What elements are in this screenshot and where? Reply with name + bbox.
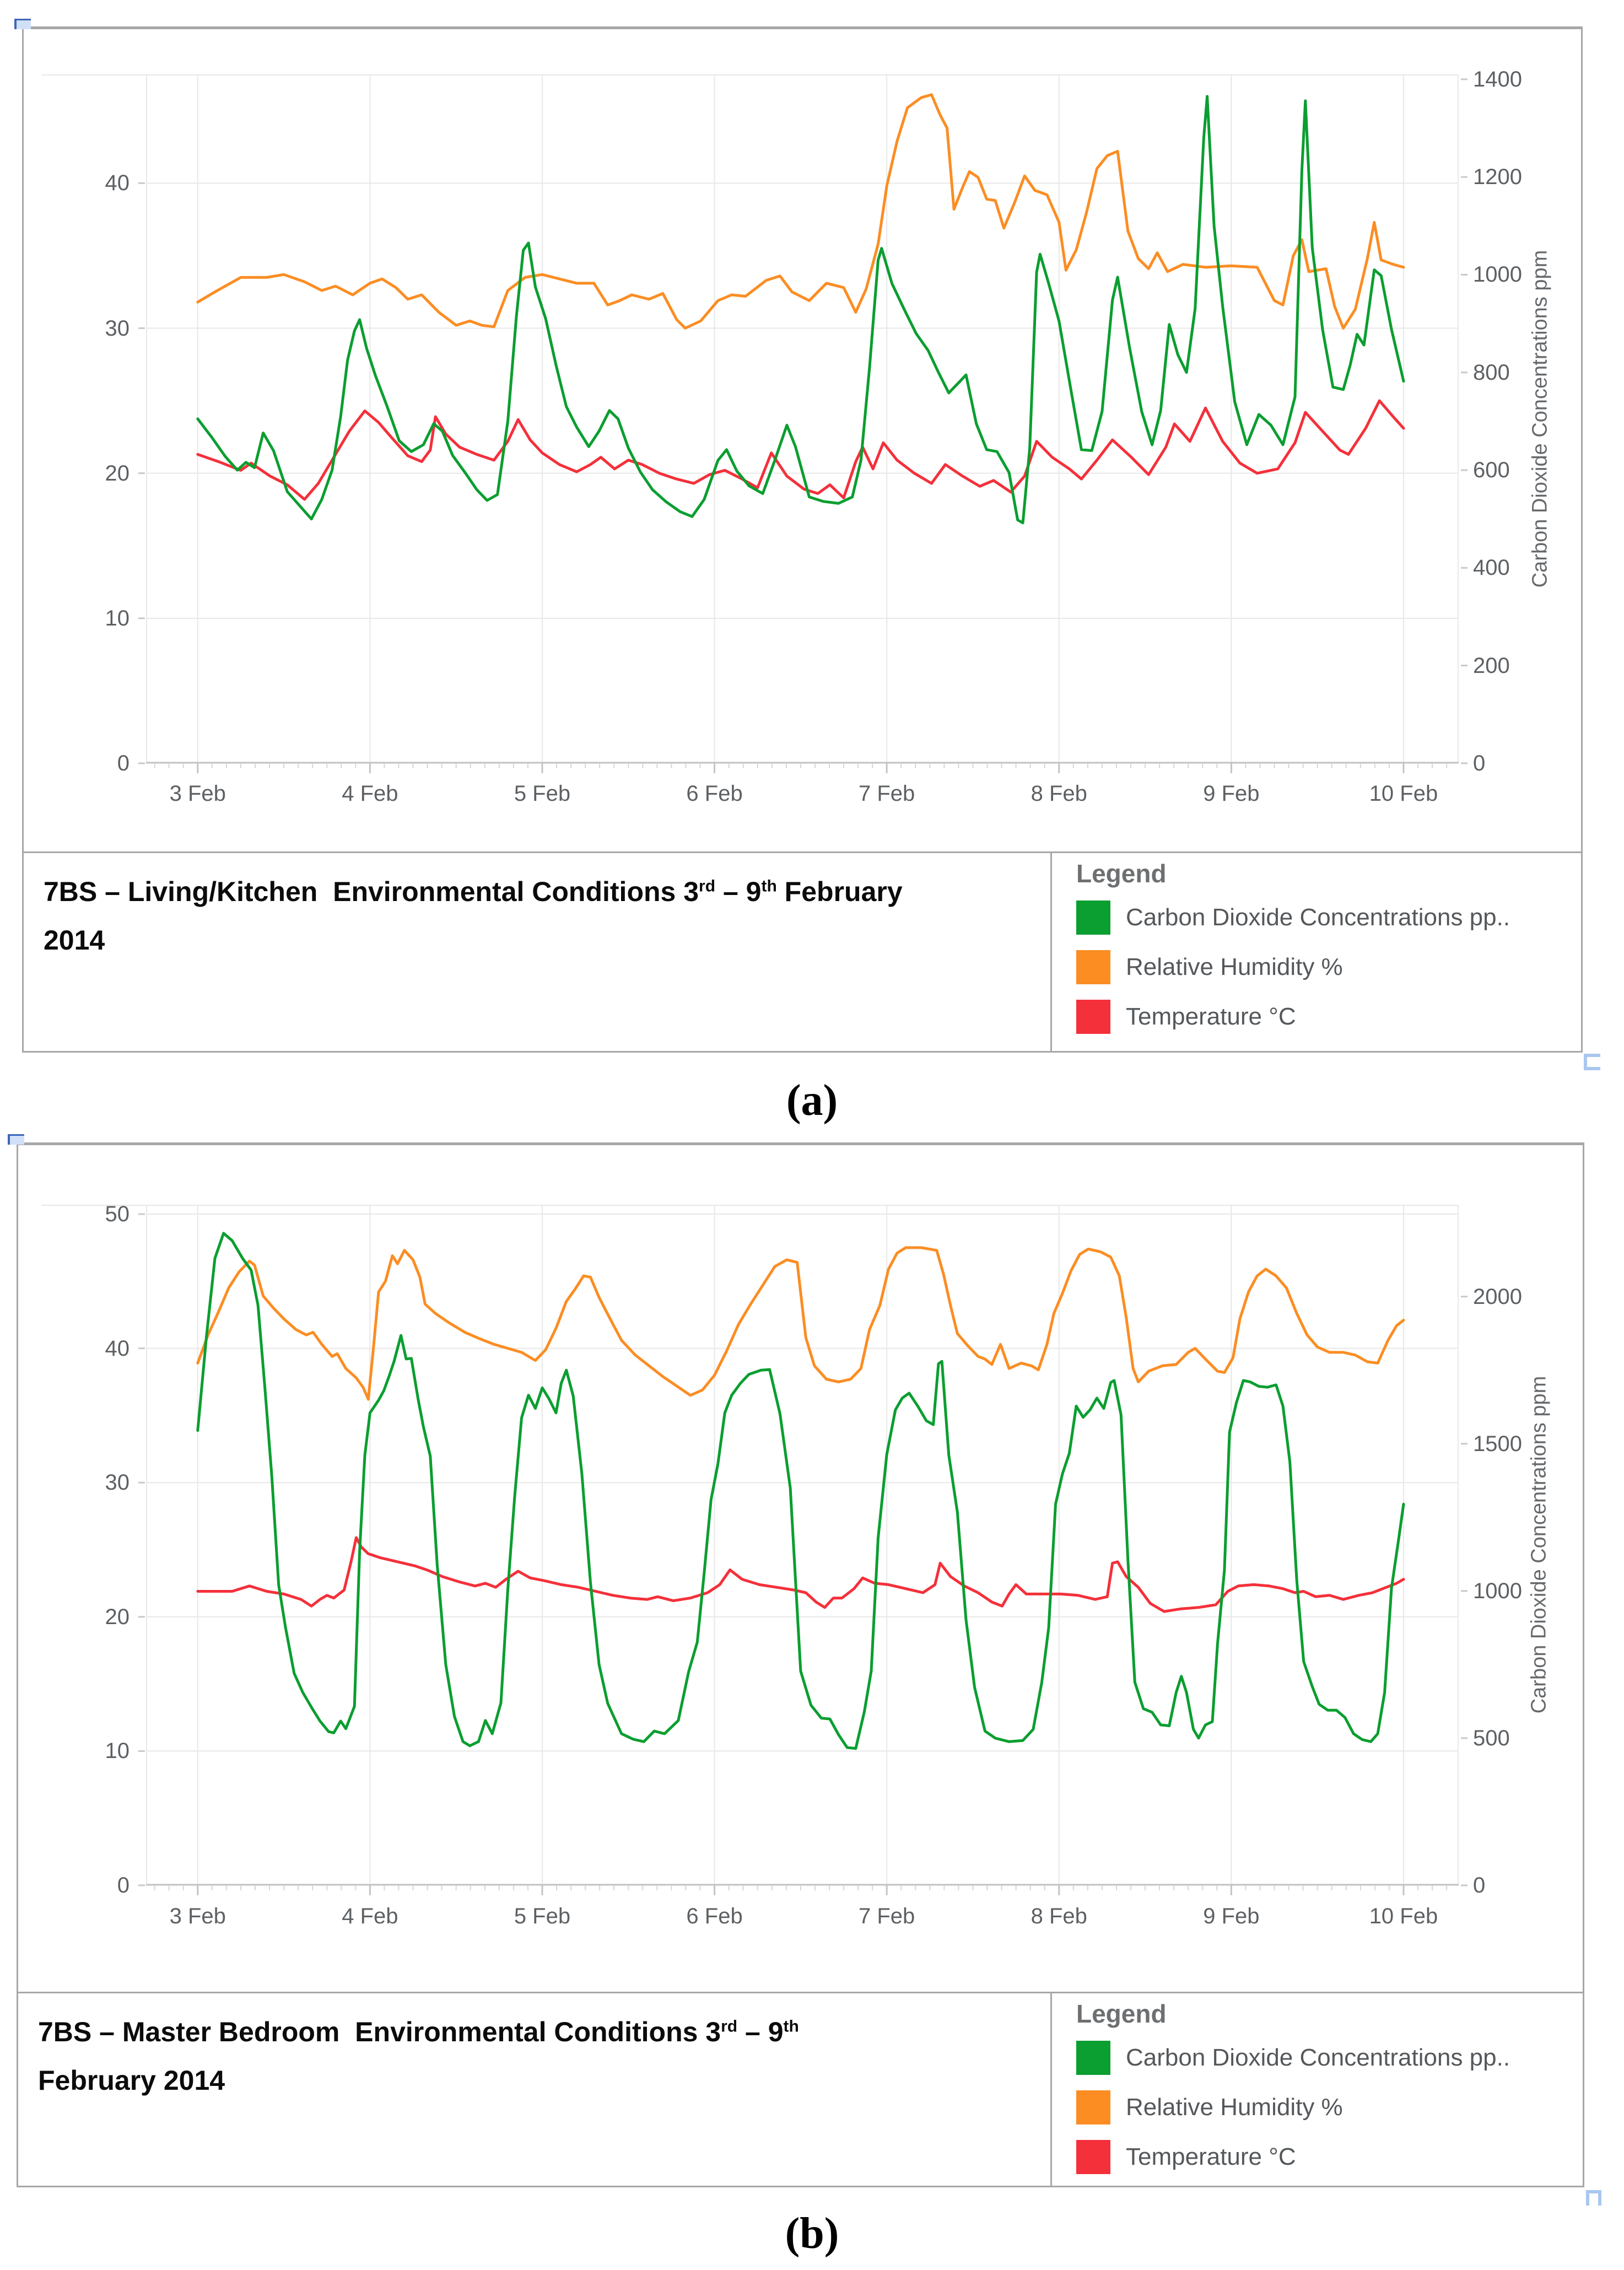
legend-swatch-icon	[1076, 901, 1110, 935]
legend-item[interactable]	[1076, 1000, 1581, 1034]
x-tick-label: 6 Feb	[686, 781, 743, 806]
y-right-tick-label: 1000	[1473, 262, 1522, 287]
x-tick-label: 3 Feb	[169, 781, 226, 806]
y-left-tick-label: 20	[105, 461, 130, 486]
y-right-tick-label: 1400	[1473, 67, 1522, 91]
selection-bracket-icon-bottom-right-b	[1586, 2190, 1601, 2206]
series-line-carbon-dioxide-concentrations-ppm[interactable]	[198, 96, 1404, 523]
x-tick-label: 7 Feb	[859, 781, 915, 806]
x-tick-label: 3 Feb	[169, 1904, 226, 1928]
legend-item-label: Temperature °C	[1126, 1003, 1296, 1030]
chart-title: 7BS – Master Bedroom Environmental Conditions 3rd – 9th February 2014	[38, 2016, 799, 2096]
legend-items	[1076, 2041, 1583, 2174]
y-left-tick-label: 0	[117, 751, 130, 775]
legend-swatch-icon	[1076, 950, 1110, 984]
legend-item[interactable]	[1076, 2090, 1583, 2125]
legend-item[interactable]	[1076, 2140, 1583, 2174]
legend-item[interactable]	[1076, 950, 1581, 984]
y-right-tick-label: 0	[1473, 751, 1486, 775]
figure-label-b: (b)	[785, 2209, 839, 2258]
y-right-tick-label: 800	[1473, 360, 1510, 385]
y-left-tick-label: 50	[105, 1202, 130, 1227]
figure-label-a: (a)	[786, 1076, 838, 1125]
legend	[1052, 1993, 1583, 2186]
legend-item-label: Relative Humidity %	[1126, 953, 1343, 980]
legend-title: Legend	[1076, 859, 1167, 888]
plot-area[interactable]	[146, 1205, 1459, 1885]
legend	[1052, 853, 1581, 1051]
plot-area[interactable]	[146, 74, 1459, 763]
x-tick-label: 8 Feb	[1030, 781, 1087, 806]
x-tick-label: 7 Feb	[859, 1904, 915, 1928]
y-left-tick-label: 10	[105, 606, 130, 630]
x-tick-label: 10 Feb	[1369, 781, 1438, 806]
chart-panel-b	[17, 1142, 1584, 2187]
y-right-tick-label: 400	[1473, 556, 1510, 580]
x-tick-label: 4 Feb	[342, 781, 398, 806]
chart-title: 7BS – Living/Kitchen Environmental Conditions 3rd – 9th February 2014	[44, 876, 903, 956]
x-tick-label: 6 Feb	[686, 1904, 743, 1928]
x-tick-label: 9 Feb	[1203, 1904, 1260, 1928]
right-axis-title: Carbon Dioxide Concentrations ppm	[1527, 1376, 1551, 1714]
y-right-tick-label: 600	[1473, 458, 1510, 483]
legend-title: Legend	[1076, 1999, 1167, 2028]
y-right-tick-label: 1000	[1473, 1578, 1522, 1603]
legend-swatch-icon	[1076, 2041, 1110, 2075]
y-left-tick-label: 10	[105, 1739, 130, 1764]
selection-corner-icon-top-left-b	[8, 1134, 24, 1145]
legend-item[interactable]	[1076, 901, 1581, 935]
y-left-tick-label: 0	[117, 1873, 130, 1897]
legend-swatch-icon	[1076, 2140, 1110, 2174]
y-right-tick-label: 1200	[1473, 165, 1522, 190]
series-line-carbon-dioxide-concentrations-ppm[interactable]	[198, 1233, 1404, 1749]
y-right-tick-label: 1500	[1473, 1431, 1522, 1456]
selection-corner-icon-top-left-a	[14, 19, 31, 29]
y-left-tick-label: 30	[105, 1470, 130, 1495]
x-tick-label: 4 Feb	[342, 1904, 398, 1928]
legend-swatch-icon	[1076, 2090, 1110, 2125]
selection-bracket-icon-bottom-right-a	[1584, 1054, 1600, 1070]
y-right-tick-label: 0	[1473, 1873, 1486, 1897]
y-left-tick-label: 40	[105, 1336, 130, 1361]
y-right-tick-label: 2000	[1473, 1284, 1522, 1309]
x-tick-label: 9 Feb	[1203, 781, 1260, 806]
legend-items	[1076, 901, 1581, 1034]
series-line-relative-humidity-[interactable]	[198, 95, 1404, 328]
x-tick-label: 5 Feb	[514, 781, 571, 806]
x-tick-label: 5 Feb	[514, 1904, 571, 1928]
legend-swatch-icon	[1076, 1000, 1110, 1034]
legend-item-label: Relative Humidity %	[1126, 2094, 1343, 2121]
series-line-relative-humidity-[interactable]	[198, 1248, 1404, 1399]
y-left-tick-label: 30	[105, 316, 130, 341]
y-left-tick-label: 40	[105, 171, 130, 196]
legend-item-label: Carbon Dioxide Concentrations pp..	[1126, 2044, 1510, 2071]
series-line-temperature-c[interactable]	[198, 401, 1404, 499]
right-axis-title: Carbon Dioxide Concentrations ppm	[1528, 250, 1552, 588]
legend-item[interactable]	[1076, 2041, 1583, 2075]
y-left-tick-label: 20	[105, 1604, 130, 1629]
y-right-tick-label: 200	[1473, 653, 1510, 678]
legend-item-label: Temperature °C	[1126, 2143, 1296, 2170]
x-tick-label: 8 Feb	[1030, 1904, 1087, 1928]
y-right-tick-label: 500	[1473, 1726, 1510, 1750]
x-tick-label: 10 Feb	[1369, 1904, 1438, 1928]
chart-panel-a	[22, 26, 1583, 1053]
legend-item-label: Carbon Dioxide Concentrations pp..	[1126, 904, 1510, 931]
